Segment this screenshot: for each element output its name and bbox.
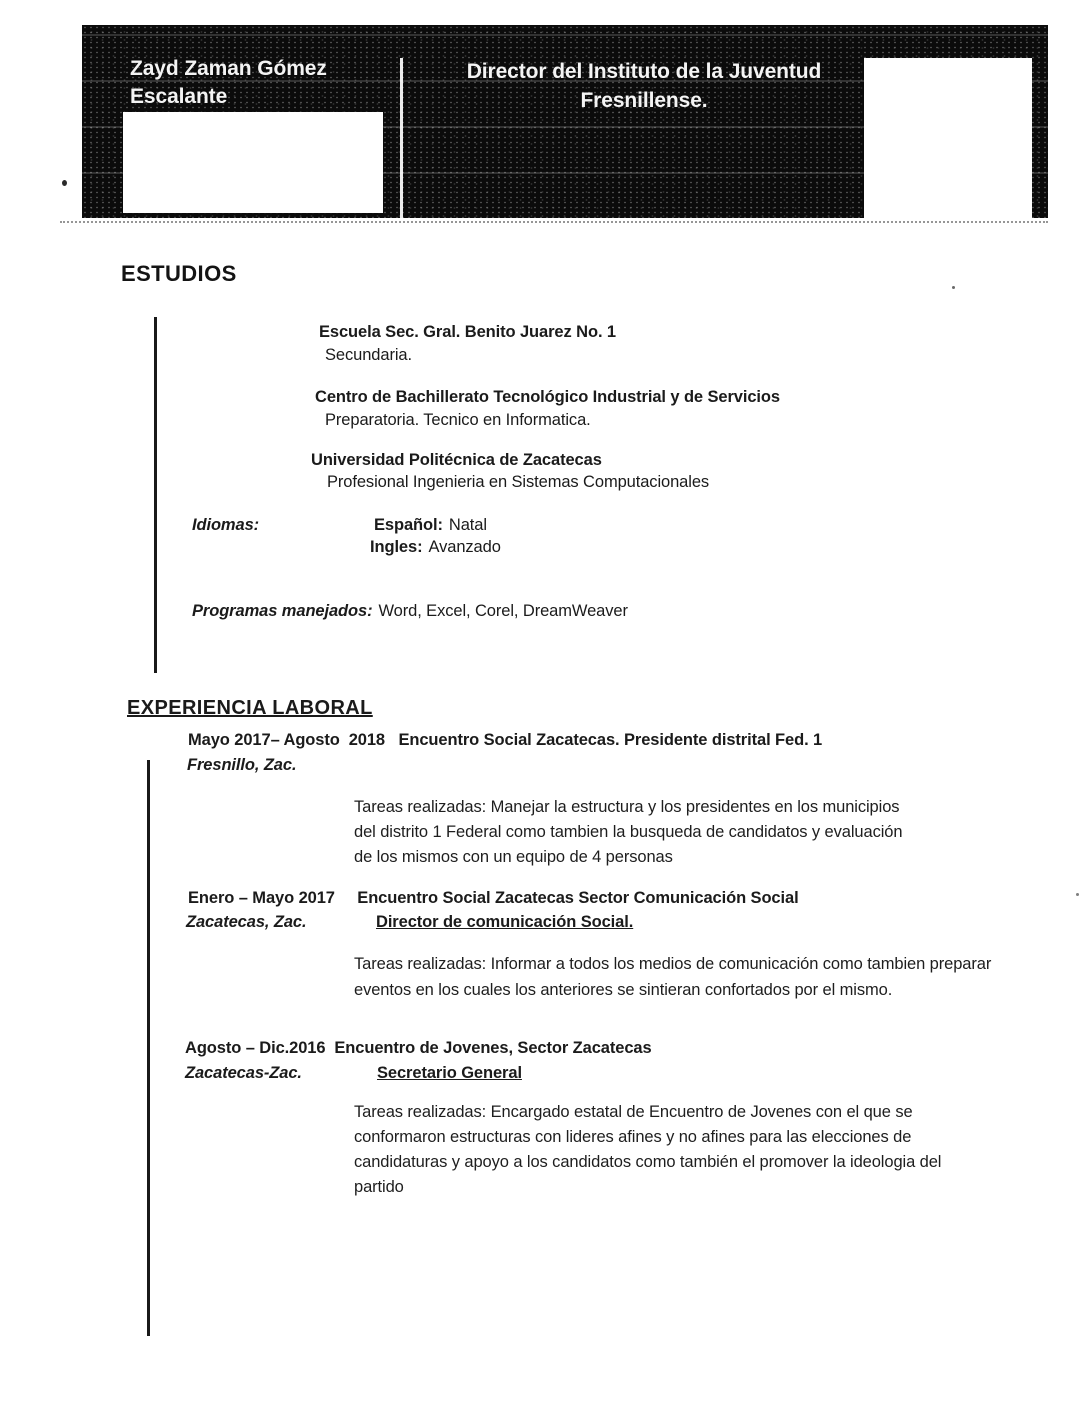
person-name-line1: Zayd Zaman Gómez (130, 57, 327, 80)
section-heading-experiencia: EXPERIENCIA LABORAL (127, 697, 373, 719)
school-degree: Secundaria. (325, 346, 412, 364)
scan-artifact-dot (1076, 893, 1079, 896)
job-period-title: Agosto – Dic.2016 Encuentro de Jovenes, Sector Zacatecas (185, 1039, 652, 1057)
idioma-language: Ingles: (370, 538, 423, 556)
idioma-level: Avanzado (428, 538, 501, 556)
school-name: Escuela Sec. Gral. Benito Juarez No. 1 (319, 323, 616, 341)
job-tasks: Tareas realizadas: Informar a todos los medios de comunicación como tambien preparar eventos en los cuales los anteriores se sintieran confortados por el mismo. (354, 955, 992, 999)
header-banner (82, 25, 1048, 218)
job-title (414, 57, 874, 115)
job-location: Zacatecas, Zac. (186, 913, 307, 931)
job-position: Director de comunicación Social. (376, 913, 634, 931)
school-degree: Profesional Ingenieria en Sistemas Computacionales (327, 473, 710, 491)
programas-row (192, 602, 628, 621)
header-blank-box (864, 58, 1032, 218)
experiencia-vertical-rule (147, 760, 150, 1336)
job-location: Fresnillo, Zac. (187, 756, 297, 774)
section-heading-estudios: ESTUDIOS (121, 261, 237, 286)
job-position: Secretario General (377, 1064, 522, 1082)
scan-artifact-line (60, 221, 1048, 223)
photo-placeholder-box (123, 112, 383, 213)
scan-artifact-dot (952, 286, 955, 289)
programas-value: Word, Excel, Corel, DreamWeaver (378, 602, 628, 620)
idioma-language: Español: (374, 516, 443, 534)
job-period-title: Mayo 2017– Agosto 2018 Encuentro Social Zacatecas. Presidente distrital Fed. 1 (188, 731, 823, 749)
school-name: Centro de Bachillerato Tecnológico Industrial y de Servicios (315, 388, 780, 406)
person-name-line2: Escalante (130, 85, 228, 108)
idioma-level: Natal (448, 516, 487, 534)
job-tasks: Tareas realizadas: Manejar la estructura y los presidentes en los municipios del distrito 1 Federal como tambien la busqueda de candidatos y evaluación de los mismos con un equipo de 4 personas (354, 798, 903, 866)
school-degree: Preparatoria. Tecnico en Informatica. (325, 411, 591, 429)
job-title-line1: Director del Instituto de la Juventud (466, 60, 822, 83)
programas-label: Programas manejados: (192, 602, 373, 620)
estudios-vertical-rule (154, 317, 157, 673)
job-title-line2: Fresnillense. (580, 89, 708, 112)
school-name: Universidad Politécnica de Zacatecas (311, 451, 602, 469)
header-divider (400, 58, 403, 218)
idioma-row (374, 516, 487, 535)
person-name (130, 55, 327, 111)
idioma-row (370, 538, 501, 557)
job-location: Zacatecas-Zac. (185, 1064, 302, 1082)
job-period-title: Enero – Mayo 2017 Encuentro Social Zacatecas Sector Comunicación Social (188, 889, 799, 907)
idiomas-label: Idiomas: (192, 516, 260, 534)
job-tasks: Tareas realizadas: Encargado estatal de Encuentro de Jovenes con el que se conformaron estructuras con lideres afines y no afines para las elecciones de candidaturas y apoyo a los candidatos como también el promover la ideologia del partido (354, 1103, 942, 1196)
scan-artifact-dot (62, 180, 67, 186)
